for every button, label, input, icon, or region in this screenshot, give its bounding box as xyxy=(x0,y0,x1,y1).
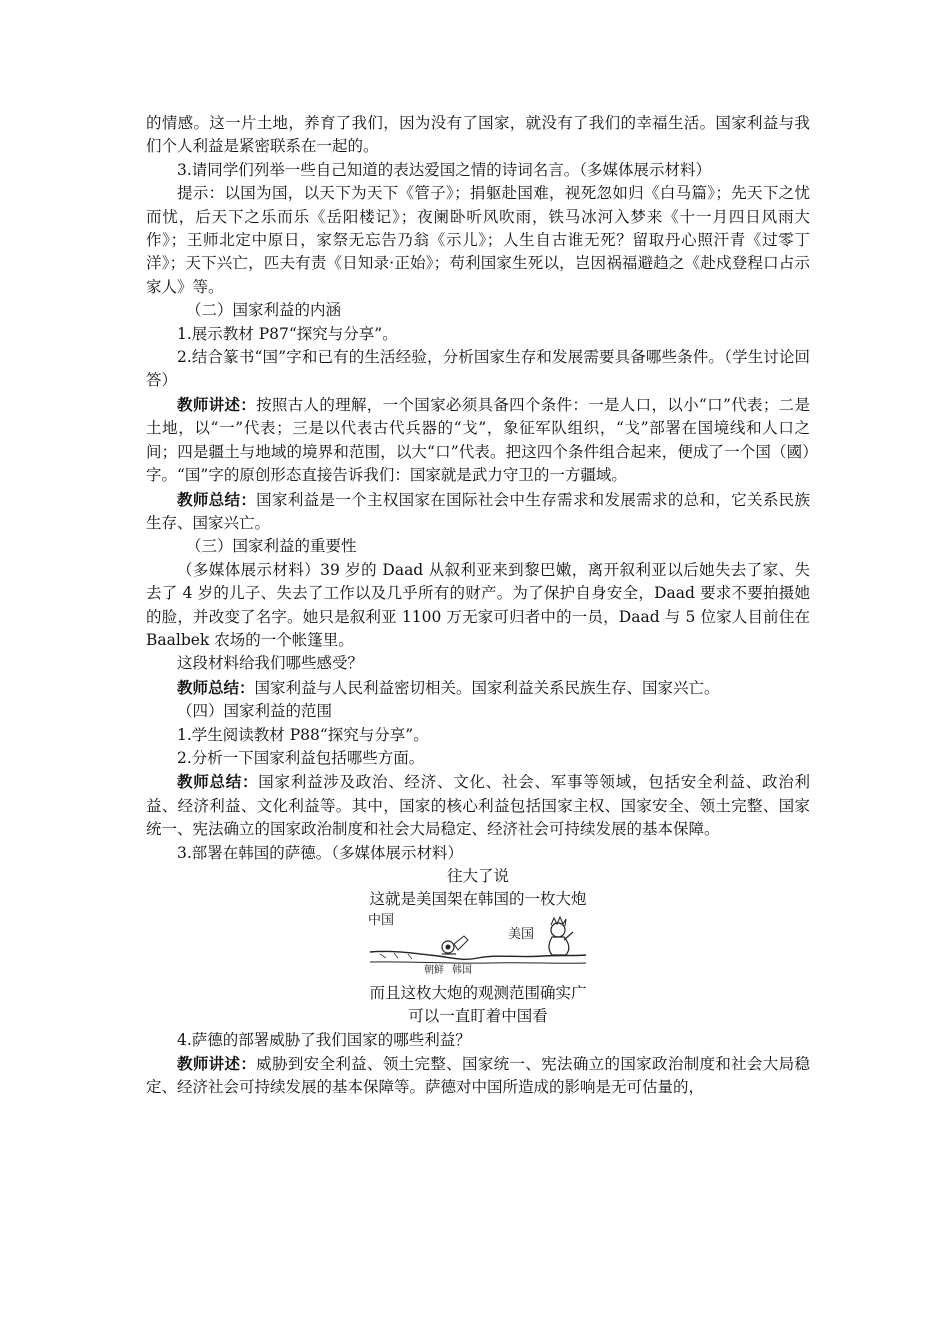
teacher-summary-label: 教师总结： xyxy=(177,677,255,697)
section-4-heading: （四）国家利益的范围 xyxy=(177,702,333,721)
section-2-heading: （二）国家利益的内涵 xyxy=(186,301,342,320)
terrain-hatching xyxy=(380,953,412,959)
label-china: 中国 xyxy=(368,912,395,928)
label-south-korea: 韩国 xyxy=(452,964,472,976)
ground-underline xyxy=(370,962,586,963)
s4-item-2: 2.分析一下国家利益包括哪些方面。 xyxy=(177,748,425,767)
figure-caption-1: 往大了说 xyxy=(446,867,509,885)
s2-teacher-summary xyxy=(146,488,810,536)
s2-item-2: 2.结合篆书“国”字和已有的生活经验，分析国家生存和发展需要具备哪些条件。（学生讨论回答） xyxy=(146,348,810,390)
teacher-explain-label: 教师讲述： xyxy=(177,394,257,414)
s3-material: （多媒体展示材料）39 岁的 Daad 从叙利亚来到黎巴嫩，离开叙利亚以后她失去了家、失去了 4 岁的儿子、失去了工作以及几乎所有的财产。为了保护自身安全，Daad 要求不要拍摄她的脸，并改变了名字。她只是叙利亚 1100 万无家可归者中的一员，Daad 与 5 位家人目前住在 Baalbek 农场的一个帐篷里。 xyxy=(146,560,810,649)
label-north-korea: 朝鲜 xyxy=(424,964,444,976)
figure-caption-3: 而且这枚大炮的观测范围确实广 xyxy=(369,983,587,1002)
cannon-icon xyxy=(454,936,468,950)
figure-caption-2: 这就是美国架在韩国的一枚大炮 xyxy=(369,890,587,909)
s2-summary-text: 国家利益是一个主权国家在国际社会中生存需求和发展需求的总和，它关系民族生存、国家兴亡。 xyxy=(146,490,810,532)
figure-arm xyxy=(564,932,573,940)
s3-summary-text: 国家利益与人民利益密切相关。国家利益关系民族生存、国家兴亡。 xyxy=(254,678,720,697)
s3-teacher-summary xyxy=(146,676,810,700)
label-usa: 美国 xyxy=(508,926,535,942)
s2-teacher-explain xyxy=(146,393,810,488)
s2-item-1: 1.展示教材 P87“探究与分享”。 xyxy=(177,324,398,343)
s4-item-3: 3.部署在韩国的萨德。（多媒体展示材料） xyxy=(177,843,464,862)
s4-teacher-explain xyxy=(146,1052,810,1100)
radar-center xyxy=(446,944,451,949)
s3-question: 这段材料给我们哪些感受？ xyxy=(177,654,364,673)
figure-caption-4: 可以一直盯着中国看 xyxy=(408,1007,548,1026)
teacher-summary-label: 教师总结： xyxy=(177,489,257,509)
document-page xyxy=(146,112,810,1100)
thaad-cartoon xyxy=(368,914,588,978)
s4-explain-text: 威胁到安全利益、领土完整、国家统一、宪法确立的国家政治制度和社会大局稳定、经济社会可持续发展的基本保障等。萨德对中国所造成的影响是无可估量的， xyxy=(146,1055,810,1097)
teacher-summary-label: 教师总结： xyxy=(177,772,259,792)
teacher-explain-label: 教师讲述： xyxy=(177,1054,257,1074)
figure-body-icon xyxy=(549,937,569,955)
section-3-heading: （三）国家利益的重要性 xyxy=(186,537,357,556)
paragraph-intro-end: 的情感。这一片土地，养育了我们，因为没有了国家，就没有了我们的幸福生活。国家利益与我们个人利益是紧密联系在一起的。 xyxy=(146,114,810,156)
s4-item-1: 1.学生阅读教材 P88“探究与分享”。 xyxy=(177,725,429,744)
s4-summary-text: 国家利益涉及政治、经济、文化、社会、军事等领域，包括安全利益、政治利益、经济利益、文化利益等。其中，国家的核心利益包括国家主权、国家安全、领土完整、国家统一、宪法确立的国家政治制度和社会大局稳定、经济社会可持续发展的基本保障。 xyxy=(146,773,810,839)
question-3-poems: 3.请同学们列举一些自己知道的表达爱国之情的诗词名言。（多媒体展示材料） xyxy=(177,160,712,179)
cartoon-drawing xyxy=(368,914,588,978)
s2-explain-text: 按照古人的理解，一个国家必须具备四个条件：一是人口，以小“口”代表；二是土地，以“一”代表；三是以代表古代兵器的“戈”，象征军队组织，“戈”部署在国境线和人口之间；四是疆土与地域的境界和范围，以大“口”代表。把这四个条件组合起来，便成了一个国（國）字。“国”字的原创形态直接告诉我们：国家就是武力守卫的一方疆域。 xyxy=(146,395,810,485)
s4-item-4: 4.萨德的部署威胁了我们国家的哪些利益？ xyxy=(177,1030,471,1049)
figure-head-icon xyxy=(551,923,565,937)
s4-teacher-summary xyxy=(146,770,810,841)
poem-tip: 提示：以国为国，以天下为天下《管子》；捐躯赴国难，视死忽如归《白马篇》；先天下之忧而忧，后天下之乐而乐《岳阳楼记》；夜阑卧听风吹雨，铁马冰河入梦来《十一月四日风雨大作》；王师北定中原日，家祭无忘告乃翁《示儿》；人生自古谁无死？留取丹心照汗青《过零丁洋》；天下兴亡，匹夫有责《日知录·正始》；苟利国家生死以，岂因祸福避趋之《赴戍登程口占示家人》等。 xyxy=(146,184,810,296)
